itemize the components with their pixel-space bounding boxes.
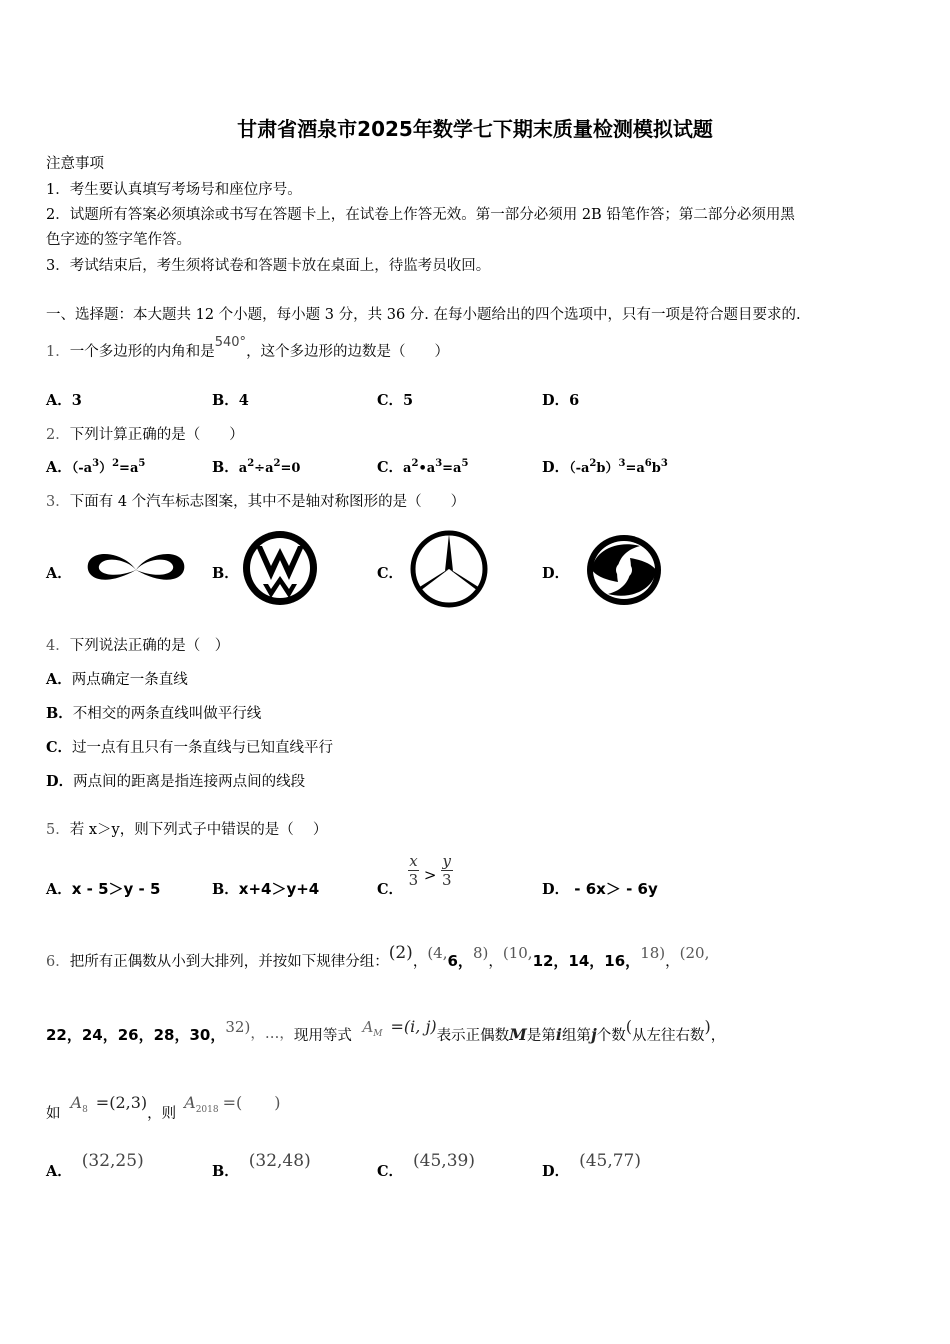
q2-a-label: A． xyxy=(46,459,72,476)
q6-example-csub: 2018 xyxy=(195,1104,219,1115)
q5-b-expr: x+4＞y+4 xyxy=(238,880,320,898)
q6-option-a[interactable] xyxy=(46,1150,144,1180)
q6-eq-b: =(i, j) xyxy=(390,1017,437,1036)
q6-example-mid: ，则 xyxy=(147,1106,177,1122)
q6-group-1: (2) xyxy=(388,943,413,963)
question-4 xyxy=(46,634,229,655)
q6-text-c: 是第 xyxy=(526,1028,556,1044)
q6-group-4-mid: 22，24，26，28，30， xyxy=(46,1026,226,1044)
q6-text-e: 个数 xyxy=(596,1028,626,1044)
q5-a-label: A． xyxy=(46,881,72,898)
q5-c-label: C． xyxy=(377,881,404,898)
q2-c-p2: •a xyxy=(418,461,436,476)
q4-d-label: D． xyxy=(46,773,74,790)
question-2 xyxy=(46,423,244,444)
q6-stem: 把所有正偶数从小到大排列，并按如下规律分组： xyxy=(69,954,389,970)
q6-a-label: A． xyxy=(46,1163,72,1180)
q2-d-p1: （-a xyxy=(569,461,590,476)
q6-text-b: 表示正偶数 xyxy=(436,1028,510,1044)
q5-c-op: > xyxy=(423,866,437,884)
q6-d-value: (45,77) xyxy=(579,1151,642,1171)
q2-a-s2: 2 xyxy=(112,458,120,470)
q6-a-value: (32,25) xyxy=(81,1151,144,1171)
q6-c-label: C． xyxy=(377,1163,404,1180)
q5-c-fraction-left xyxy=(408,852,420,889)
q2-option-c[interactable] xyxy=(377,456,468,477)
q4-a-label: A． xyxy=(46,671,72,688)
question-5 xyxy=(46,818,327,839)
q2-a-p2: ） xyxy=(99,461,113,476)
q2-c-p1: a xyxy=(403,461,412,476)
question-1 xyxy=(46,335,450,361)
q1-angle: 540° xyxy=(214,335,247,350)
q6-group-3-open: (10, xyxy=(502,944,533,962)
q6-group-3-close: 18) xyxy=(640,944,666,962)
q2-c-p3: =a xyxy=(442,461,462,476)
q4-option-b[interactable] xyxy=(46,702,261,723)
q3-stem: 下面有 4 个汽车标志图案，其中不是轴对称图形的是（ ） xyxy=(69,494,466,510)
q2-b-s1: 2 xyxy=(247,458,255,470)
q3-label-d[interactable]: D． xyxy=(542,565,570,582)
q4-c-label: C． xyxy=(46,739,73,756)
q6-group-4-open: (20, xyxy=(679,944,710,962)
q5-c-fraction-right xyxy=(441,852,453,889)
q2-d-s4: 3 xyxy=(660,458,668,470)
q5-option-a[interactable] xyxy=(46,878,160,899)
q6-example-c: A xyxy=(184,1093,196,1112)
q2-d-label: D． xyxy=(542,459,570,476)
q2-c-label: C． xyxy=(377,459,404,476)
q2-b-p2: ÷a xyxy=(254,461,274,476)
q4-d-text: 两点间的距离是指连接两点间的线段 xyxy=(73,774,306,790)
notice-item-3: 3．考试结束后，考生须将试卷和答题卡放在桌面上，待监考员收回。 xyxy=(46,258,491,274)
q6-number: 6． xyxy=(46,954,70,970)
question-3 xyxy=(46,490,465,511)
q2-stem: 下列计算正确的是（ ） xyxy=(69,427,244,443)
q6-example-pre: 如 xyxy=(46,1106,61,1122)
q2-c-s1: 2 xyxy=(411,458,419,470)
q2-b-label: B． xyxy=(212,459,239,476)
infiniti-logo-icon xyxy=(84,546,188,594)
q4-option-c[interactable] xyxy=(46,736,333,757)
q4-stem: 下列说法正确的是（ ） xyxy=(69,638,230,654)
q6-example-sub: 8 xyxy=(82,1104,88,1115)
q5-c-num1: x xyxy=(409,852,418,870)
q6-option-b[interactable] xyxy=(212,1150,311,1180)
q6-eq-sub: M xyxy=(373,1028,383,1039)
q3-label-b[interactable]: B． xyxy=(212,565,239,582)
q3-number: 3． xyxy=(46,494,70,510)
q2-c-s3: 5 xyxy=(461,458,469,470)
q1-number: 1． xyxy=(46,344,70,360)
page-title: 甘肃省酒泉市2025年数学七下期末质量检测模拟试题 xyxy=(237,117,713,141)
q2-option-d[interactable] xyxy=(542,456,668,477)
q6-b-value: (32,48) xyxy=(248,1151,311,1171)
q2-d-p4: b xyxy=(651,461,661,476)
q5-option-b[interactable] xyxy=(212,878,319,899)
q2-d-p2: b） xyxy=(596,461,619,476)
q2-d-s3: 6 xyxy=(644,458,652,470)
q6-group-3-mid: 12，14，16， xyxy=(532,952,641,970)
q3-label-a[interactable]: A． xyxy=(46,565,72,582)
q2-a-s1: 3 xyxy=(92,458,100,470)
mercedes-logo-icon xyxy=(408,528,490,610)
notice-heading: 注意事项 xyxy=(46,156,104,172)
q5-number: 5． xyxy=(46,822,70,838)
q5-stem: 若 x＞y，则下列式子中错误的是（ ） xyxy=(69,822,328,838)
q3-label-c[interactable]: C． xyxy=(377,565,404,582)
q2-b-p1: a xyxy=(238,461,248,476)
q4-a-text: 两点确定一条直线 xyxy=(71,672,188,688)
q6-var-i: i xyxy=(555,1025,562,1044)
q1-option-a[interactable]: A．3 xyxy=(46,392,82,409)
notice-item-2: 2．试题所有答案必须填涂或书写在答题卡上，在试卷上作答无效。第一部分必须用 2B 铅笔作答；第二部分必须用黑 xyxy=(46,207,795,223)
q2-d-s1: 2 xyxy=(589,458,597,470)
q6-group-2-close: 8) xyxy=(472,944,489,962)
q2-b-p3: =0 xyxy=(280,461,301,476)
q5-a-expr: x - 5＞y - 5 xyxy=(71,880,161,898)
q4-c-text: 过一点有且只有一条直线与已知直线平行 xyxy=(72,740,334,756)
q2-number: 2． xyxy=(46,427,70,443)
q6-var-j: j xyxy=(590,1025,597,1044)
q2-a-p1: （-a xyxy=(71,461,93,476)
q6-paren-text: 从左往右数 xyxy=(631,1028,705,1044)
q6-ellipsis: ，…， xyxy=(250,1026,294,1042)
q6-option-d[interactable] xyxy=(542,1150,642,1180)
q2-c-s2: 3 xyxy=(435,458,443,470)
q6-b-label: B． xyxy=(212,1163,239,1180)
q6-example-d: =( ) xyxy=(222,1093,281,1112)
q4-b-text: 不相交的两条直线叫做平行线 xyxy=(72,706,262,722)
question-6-line-3 xyxy=(46,1090,281,1122)
q5-b-label: B． xyxy=(212,881,239,898)
q5-c-den2: 3 xyxy=(442,871,452,889)
q4-number: 4． xyxy=(46,638,70,654)
question-6-line-2: 22，24，26，28，30，32)，…，现用等式 $A_M =(i$, j)表示正偶数M是第i组第j个数(从左往右数)， xyxy=(46,1017,726,1044)
q2-d-s2: 3 xyxy=(618,458,626,470)
q6-text-a: 现用等式 xyxy=(293,1028,352,1044)
q5-d-expr: - 6x＞ - 6y xyxy=(569,880,658,898)
q6-example-a: A xyxy=(70,1093,83,1112)
q6-group-2-mid: 6， xyxy=(447,952,473,970)
q5-option-d[interactable] xyxy=(542,878,658,899)
q6-text-d: 组第 xyxy=(561,1028,591,1044)
q2-d-p3: =a xyxy=(625,461,645,476)
q6-c-value: (45,39) xyxy=(413,1151,475,1171)
q6-group-4-close: 32) xyxy=(225,1018,251,1036)
dongfeng-logo-icon xyxy=(584,532,664,608)
q6-group-2-open: (4, xyxy=(427,944,448,962)
q6-var-m: M xyxy=(509,1025,527,1044)
q2-b-s2: 2 xyxy=(273,458,281,470)
q4-option-a[interactable] xyxy=(46,668,188,689)
q2-option-a[interactable] xyxy=(46,456,145,477)
q4-b-label: B． xyxy=(46,705,73,722)
q6-option-c[interactable] xyxy=(377,1150,475,1180)
question-6-line-1: 6．把所有正偶数从小到大排列，并按如下规律分组：(2)，(4,6，8)，(10,12，14，16，18)，(20, xyxy=(46,943,710,970)
q5-d-label: D． xyxy=(542,881,570,898)
q1-option-b[interactable]: B．4 xyxy=(212,392,249,409)
q2-a-p3: =a xyxy=(119,461,139,476)
q6-eq-a: A xyxy=(362,1018,374,1036)
q5-option-c[interactable] xyxy=(377,852,453,898)
q5-c-den1: 3 xyxy=(408,871,419,889)
section-heading: 一、选择题：本大题共 12 个小题，每小题 3 分，共 36 分. 在每小题给出的四个选项中，只有一项是符合题目要求的. xyxy=(46,307,801,323)
q6-example-b: =(2,3) xyxy=(95,1093,148,1112)
q2-a-s3: 5 xyxy=(138,458,146,470)
q1-option-c[interactable]: C．5 xyxy=(377,392,414,409)
q2-option-b[interactable] xyxy=(212,456,300,477)
q1-stem-a: 一个多边形的内角和是 xyxy=(69,344,215,360)
notice-item-1: 1．考生要认真填写考场号和座位序号。 xyxy=(46,182,302,198)
volkswagen-logo-icon xyxy=(240,528,320,608)
notice-item-2-cont: 色字迹的签字笔作答。 xyxy=(46,232,191,248)
q4-option-d[interactable] xyxy=(46,770,305,791)
q6-d-label: D． xyxy=(542,1163,570,1180)
q1-stem-b: ，这个多边形的边数是（ ） xyxy=(246,344,450,360)
q5-c-num2: y xyxy=(442,852,452,870)
q1-option-d[interactable]: D．6 xyxy=(542,392,580,409)
